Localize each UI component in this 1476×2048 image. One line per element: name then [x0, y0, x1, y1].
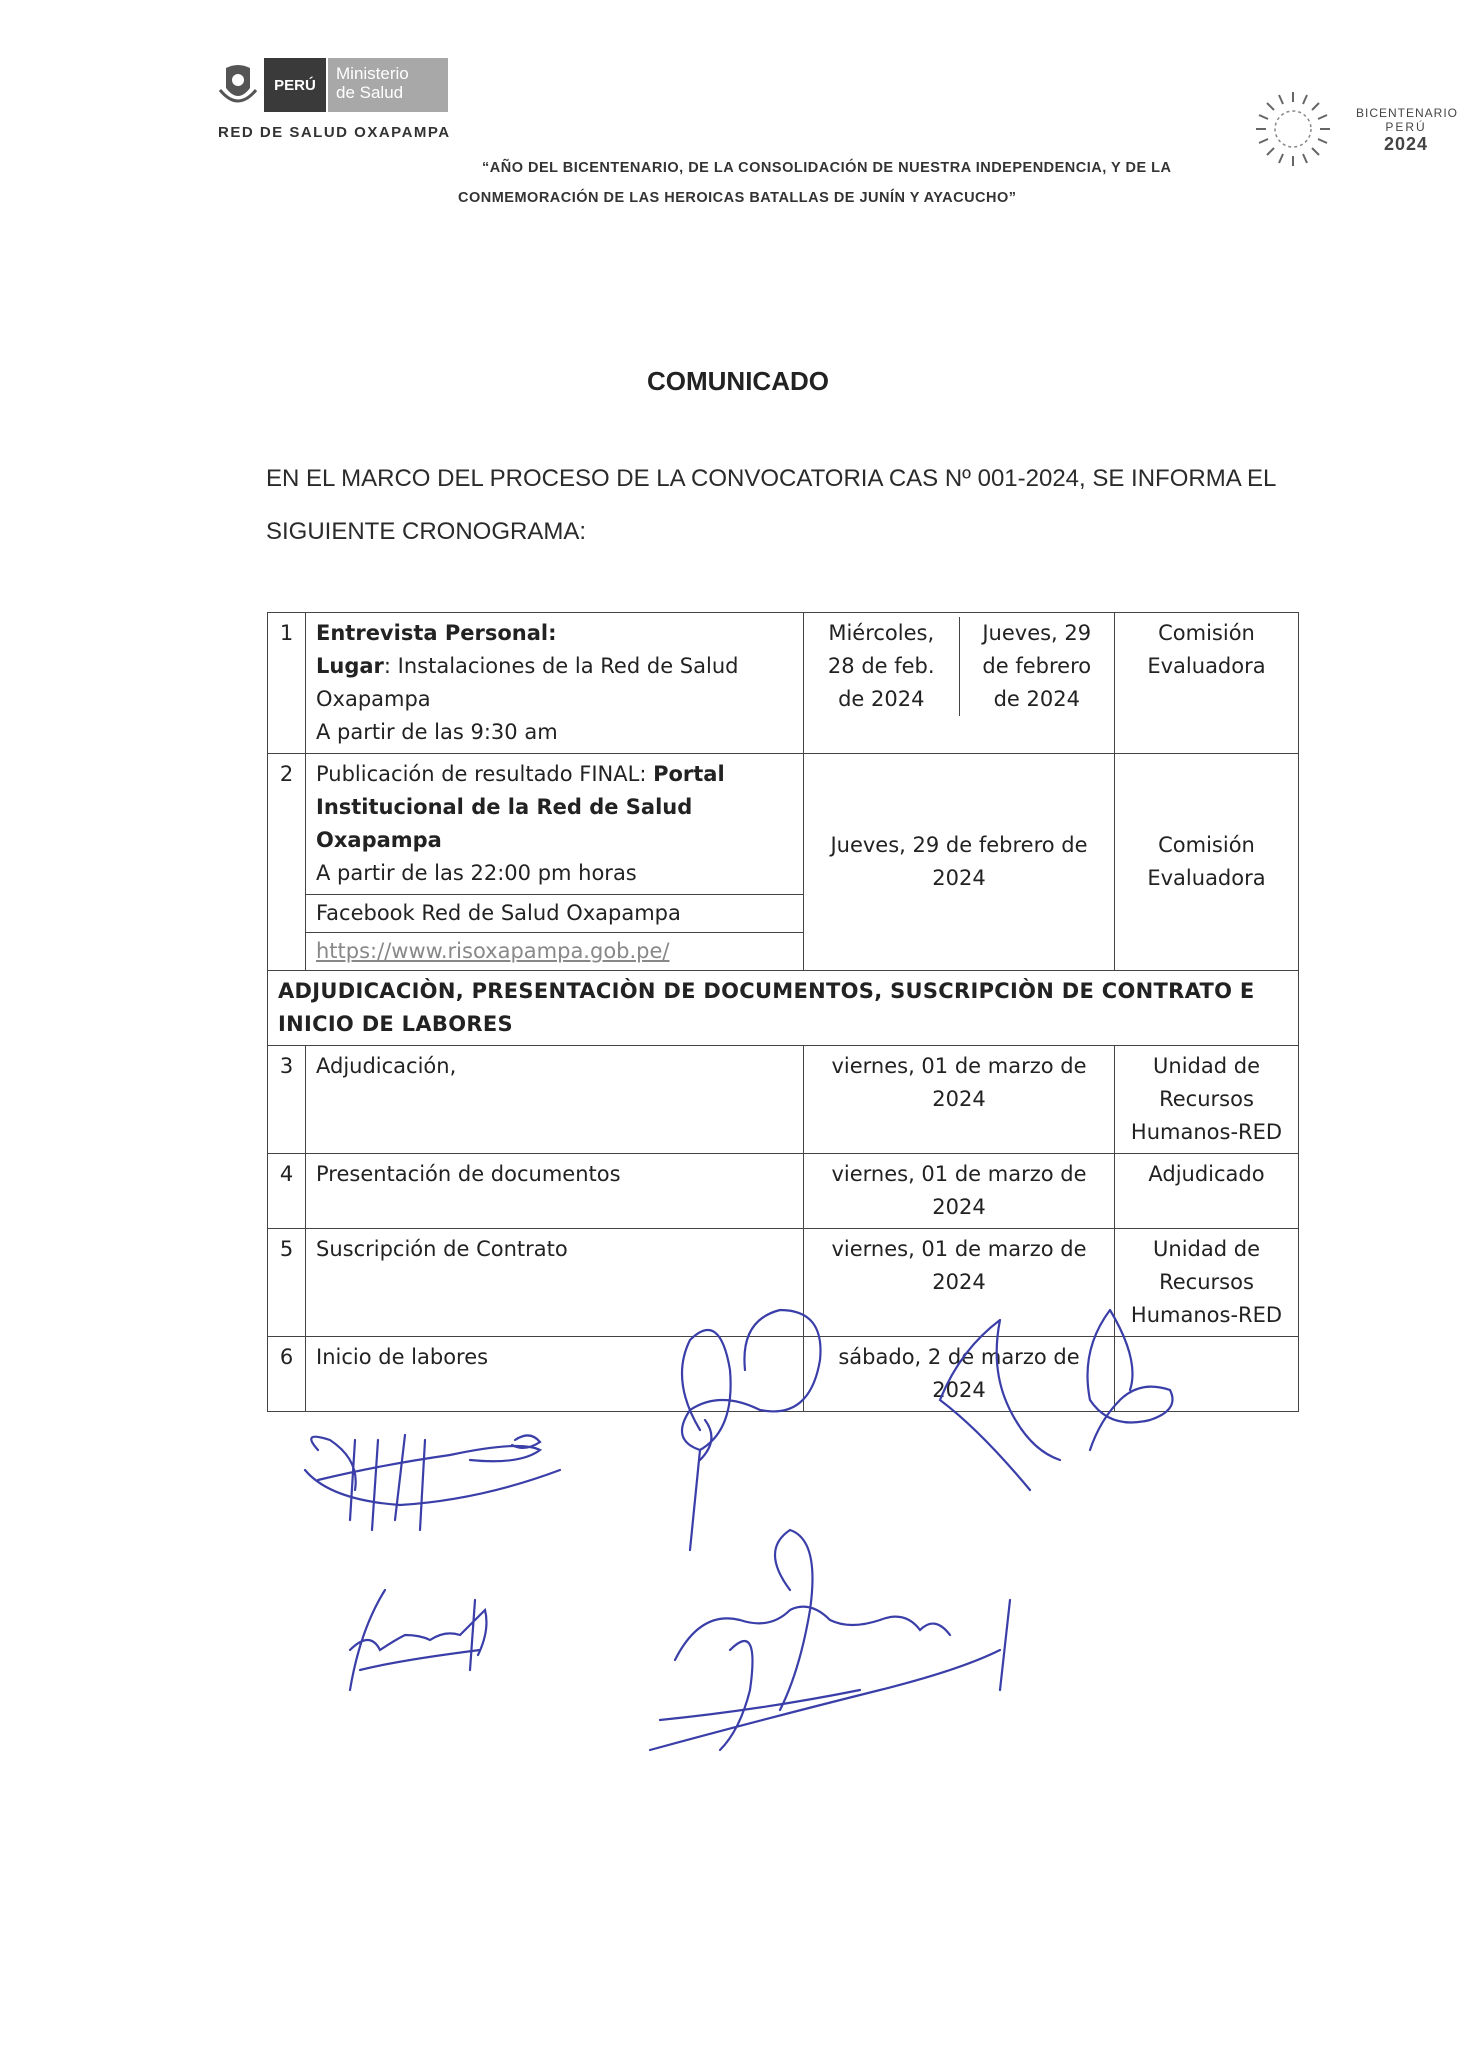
responsible-cell: Unidad de Recursos Humanos-RED — [1115, 1046, 1299, 1154]
bicentenario-text — [1356, 106, 1459, 155]
row-number: 4 — [268, 1154, 306, 1229]
bicentenario-logo-icon — [1252, 88, 1334, 170]
date-cell: viernes, 01 de marzo de 2024 — [804, 1229, 1115, 1337]
place-label: Lugar — [316, 654, 384, 678]
date-cell: viernes, 01 de marzo de 2024 — [804, 1154, 1115, 1229]
row-number: 5 — [268, 1229, 306, 1337]
facebook-text: Facebook Red de Salud Oxapampa — [306, 895, 803, 933]
table-row — [268, 1046, 1299, 1154]
activity-cell: Adjudicación, — [306, 1046, 804, 1154]
activity-portal: Portal Institucional de la Red de Salud Oxapampa — [316, 762, 725, 852]
activity-cell — [306, 754, 804, 971]
signature-1 — [305, 1435, 560, 1530]
minsa-line-2: de Salud — [336, 83, 404, 102]
date-cell — [804, 613, 1115, 754]
table-row — [268, 754, 1299, 971]
section-header: ADJUDICACIÒN, PRESENTACIÒN DE DOCUMENTOS, SUSCRIPCIÒN DE CONTRATO E INICIO DE LABORES — [268, 971, 1299, 1046]
bicentenario-line-1: BICENTENARIO — [1356, 106, 1459, 120]
activity-cell: Suscripción de Contrato — [306, 1229, 804, 1337]
signature-2 — [682, 1310, 821, 1550]
row-number: 2 — [268, 754, 306, 971]
date-cell: viernes, 01 de marzo de 2024 — [804, 1046, 1115, 1154]
year-motto-line-2: CONMEMORACIÓN DE LAS HEROICAS BATALLAS DE JUNÍN Y AYACUCHO” — [458, 190, 1017, 206]
responsible-cell: Adjudicado — [1115, 1154, 1299, 1229]
date-cell: Jueves, 29 de febrero de 2024 — [804, 754, 1115, 971]
portal-link[interactable]: https://www.risoxapampa.gob.pe/ — [316, 939, 670, 963]
row-number: 3 — [268, 1046, 306, 1154]
minsa-label — [328, 58, 448, 112]
bicentenario-year: 2024 — [1383, 134, 1429, 154]
responsible-cell: Comisión Evaluadora — [1115, 613, 1299, 754]
signature-3 — [940, 1310, 1173, 1490]
network-name: RED DE SALUD OXAPAMPA — [218, 124, 451, 141]
activity-prefix: Publicación de resultado FINAL: — [316, 762, 654, 786]
activity-cell: Presentación de documentos — [306, 1154, 804, 1229]
signature-5 — [650, 1530, 1010, 1750]
row-number: 1 — [268, 613, 306, 754]
place-text: : Instalaciones de la Red de Salud Oxapampa — [316, 654, 739, 711]
activity-time: A partir de las 9:30 am — [316, 720, 558, 744]
activity-title: Entrevista Personal: — [316, 621, 557, 645]
signatures — [0, 1290, 1476, 1850]
year-motto-line-1: “AÑO DEL BICENTENARIO, DE LA CONSOLIDACIÓN DE NUESTRA INDEPENDENCIA, Y DE LA — [482, 160, 1172, 176]
intro-line-1: EN EL MARCO DEL PROCESO DE LA CONVOCATORIA CAS Nº 001-2024, SE INFORMA EL — [266, 465, 1277, 492]
responsible-cell: Unidad de Recursos Humanos-RED — [1115, 1229, 1299, 1337]
row-number: 6 — [268, 1337, 306, 1412]
bicentenario-line-2: PERÚ — [1385, 120, 1427, 134]
responsible-cell: Comisión Evaluadora — [1115, 754, 1299, 971]
date-a: Miércoles, 28 de feb. de 2024 — [804, 617, 960, 716]
page-title: COMUNICADO — [647, 366, 829, 396]
activity-time: A partir de las 22:00 pm horas — [316, 861, 637, 885]
peru-label: PERÚ — [264, 58, 326, 112]
signature-4 — [350, 1590, 486, 1690]
date-b: Jueves, 29 de febrero de 2024 — [982, 621, 1092, 711]
minsa-line-1: Ministerio — [336, 64, 409, 83]
intro-line-2: SIGUIENTE CRONOGRAMA: — [266, 518, 587, 545]
coat-of-arms-icon — [218, 60, 258, 110]
table-row — [268, 1154, 1299, 1229]
table-row — [268, 613, 1299, 754]
section-header-row — [268, 971, 1299, 1046]
activity-cell: Inicio de labores — [306, 1337, 804, 1412]
minsa-logo — [218, 56, 458, 116]
activity-place — [316, 650, 793, 716]
date-cell: sábado, 2 de marzo de 2024 — [804, 1337, 1115, 1412]
activity-cell — [306, 613, 804, 754]
